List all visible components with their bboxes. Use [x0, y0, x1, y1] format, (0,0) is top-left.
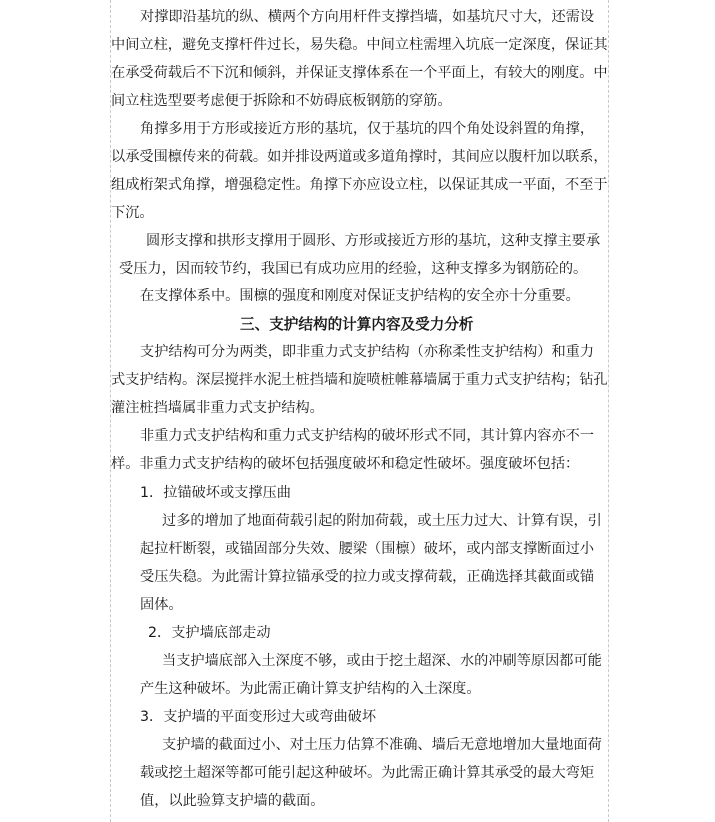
right-margin-guide	[608, 0, 609, 822]
text-line: 支护墙的截面过小、对土压力估算不准确、墙后无意地增加大量地面荷	[162, 737, 602, 753]
text-line: 中间立柱，避免支撑杆件过长，易失稳。中间立柱需埋入坑底一定深度，保证其	[111, 37, 608, 53]
list-item-heading: 2．支护墙底部走动	[148, 625, 271, 641]
text-line: 当支护墙底部入土深度不够，或由于挖土超深、水的冲刷等原因都可能	[162, 653, 602, 669]
text-line: 对撑即沿基坑的纵、横两个方向用杆件支撑挡墙，如基坑尺寸大，还需设	[140, 9, 595, 25]
text-line: 非重力式支护结构和重力式支护结构的破坏形式不同，其计算内容亦不一	[140, 428, 595, 444]
text-line: 值，以此验算支护墙的截面。	[140, 793, 325, 809]
text-line: 在承受荷载后不下沉和倾斜，并保证支撑体系在一个平面上，有较大的刚度。中	[111, 65, 608, 81]
text-line: 受压失稳。为此需计算拉锚承受的拉力或支撑荷载，正确选择其截面或锚	[140, 569, 595, 585]
list-item-heading: 3．支护墙的平面变形过大或弯曲破坏	[140, 709, 377, 725]
text-line: 间立柱选型要考虑便于拆除和不妨碍底板钢筋的穿筋。	[111, 93, 452, 109]
section-heading: 三、支护结构的计算内容及受力分析	[240, 316, 474, 333]
list-item-heading: 1．拉锚破坏或支撑压曲	[140, 485, 291, 501]
text-line: 以承受围檩传来的荷载。如并排设两道或多道角撑时，其间应以腹杆加以联系，	[111, 149, 608, 165]
text-line: 组成桁架式角撑，增强稳定性。角撑下亦应设立柱，以保证其成一平面，不至于	[111, 177, 608, 193]
text-line: 起拉杆断裂，或锚固部分失效、腰梁（围檩）破坏，或内部支撑断面过小	[140, 541, 595, 557]
text-line: 在支撑体系中。围檩的强度和刚度对保证支护结构的安全亦十分重要。	[140, 288, 580, 304]
text-line: 载或挖土超深等都可能引起这种破坏。为此需正确计算其承受的最大弯矩	[140, 765, 595, 781]
text-line: 受压力，因而较节约，我国已有成功应用的经验，这种支撑多为钢筋砼的。	[119, 261, 588, 277]
text-line: 样。非重力式支护结构的破坏包括强度破坏和稳定性破坏。强度破坏包括：	[111, 456, 580, 472]
text-line: 支护结构可分为两类，即非重力式支护结构（亦称柔性支护结构）和重力	[140, 344, 595, 360]
text-line: 角撑多用于方形或接近方形的基坑，仅于基坑的四个角处设斜置的角撑，	[140, 121, 595, 137]
text-line: 固体。	[140, 597, 183, 613]
text-line: 式支护结构。深层搅拌水泥土桩挡墙和旋喷桩帷幕墙属于重力式支护结构；钻孔	[111, 372, 608, 388]
text-line: 圆形支撑和拱形支撑用于圆形、方形或接近方形的基坑，这种支撑主要承	[146, 233, 601, 249]
text-line: 灌注桩挡墙属非重力式支护结构。	[111, 400, 324, 416]
text-line: 过多的增加了地面荷载引起的附加荷载，或土压力过大、计算有误，引	[162, 513, 602, 529]
text-line: 产生这种破坏。为此需正确计算支护结构的入土深度。	[140, 681, 481, 697]
text-line: 下沉。	[111, 205, 154, 221]
